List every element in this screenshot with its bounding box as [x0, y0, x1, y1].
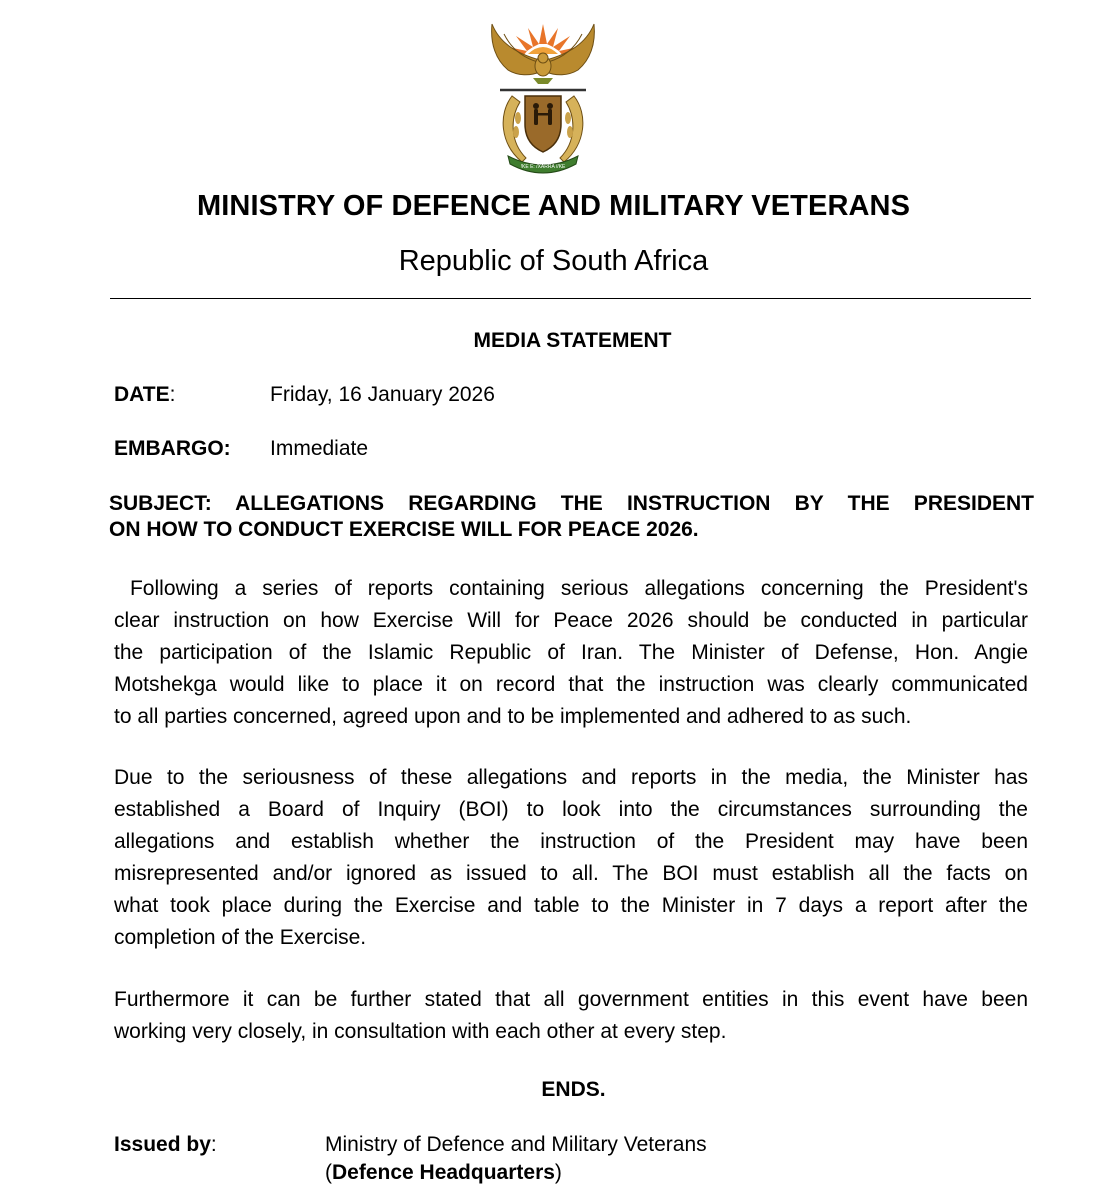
subject-line: SUBJECT: ALLEGATIONS REGARDING THE INSTRUCTION BY THE PRESIDENT: [109, 492, 1034, 515]
issued-by-label: Issued by: [114, 1133, 211, 1156]
ministry-title: MINISTRY OF DEFENCE AND MILITARY VETERANS: [196, 190, 911, 222]
date-row: [114, 383, 495, 407]
issuer-ministry: Ministry of Defence and Military Veterans: [325, 1133, 707, 1156]
paragraph-board-of-inquiry: [114, 762, 1028, 954]
paragraph-line: Furthermore it can be further stated that all government entities in this event have been: [114, 988, 1028, 1011]
subject-line: ON HOW TO CONDUCT EXERCISE WILL FOR PEACE 2026.: [109, 518, 699, 541]
paragraph-line: what took place during the Exercise and table to the Minister in 7 days a report after the: [114, 894, 1028, 917]
paragraph-line: established a Board of Inquiry (BOI) to look into the circumstances surrounding the: [114, 798, 1028, 821]
paragraph-line: clear instruction on how Exercise Will for Peace 2026 should be conducted in particular: [114, 609, 1028, 632]
paragraph-line: allegations and establish whether the instruction of the President may have been: [114, 830, 1028, 853]
subject: [109, 491, 1034, 543]
date-label: DATE:: [114, 383, 176, 406]
document-type: MEDIA STATEMENT: [473, 329, 672, 352]
paragraph-line: Motshekga would like to place it on record that the instruction was clearly communicated: [114, 673, 1028, 696]
issuer-hq: (Defence Headquarters): [325, 1161, 562, 1184]
paragraph-line: Following a series of reports containing serious allegations concerning the President's: [114, 577, 1028, 600]
shield: [525, 96, 561, 152]
issued-by-values: [325, 1131, 707, 1187]
embargo-label: EMBARGO:: [114, 437, 231, 460]
svg-text:!KE E: /XARRA //KE: !KE E: /XARRA //KE: [520, 164, 566, 170]
paragraph-line: the participation of the Islamic Republic of Iran. The Minister of Defense, Hon. Angie: [114, 641, 1028, 664]
paragraph-cooperation: [114, 984, 1028, 1048]
header-divider: [110, 298, 1031, 299]
paragraph-line: to all parties concerned, agreed upon and to be implemented and adhered to as such.: [114, 705, 912, 728]
bird-body: [533, 53, 553, 84]
paragraph-line: Due to the seriousness of these allegations and reports in the media, the Minister has: [114, 766, 1028, 789]
issued-by-colon: :: [210, 1133, 217, 1156]
ends-marker: ENDS.: [541, 1078, 606, 1101]
date-value: Friday, 16 January 2026: [270, 383, 495, 406]
embargo-row: [114, 437, 369, 461]
paragraph-line: completion of the Exercise.: [114, 926, 367, 949]
issued-by: [114, 1131, 707, 1184]
paragraph-line: misrepresented and/or ignored as issued to all. The BOI must establish all the facts on: [114, 862, 1028, 885]
paragraph-allegations: [114, 573, 1028, 733]
coat-of-arms-icon: [478, 14, 608, 174]
embargo-value: Immediate: [270, 437, 369, 460]
country-subtitle: Republic of South Africa: [398, 245, 709, 277]
paragraph-line: working very closely, in consultation with each other at every step.: [114, 1020, 727, 1043]
